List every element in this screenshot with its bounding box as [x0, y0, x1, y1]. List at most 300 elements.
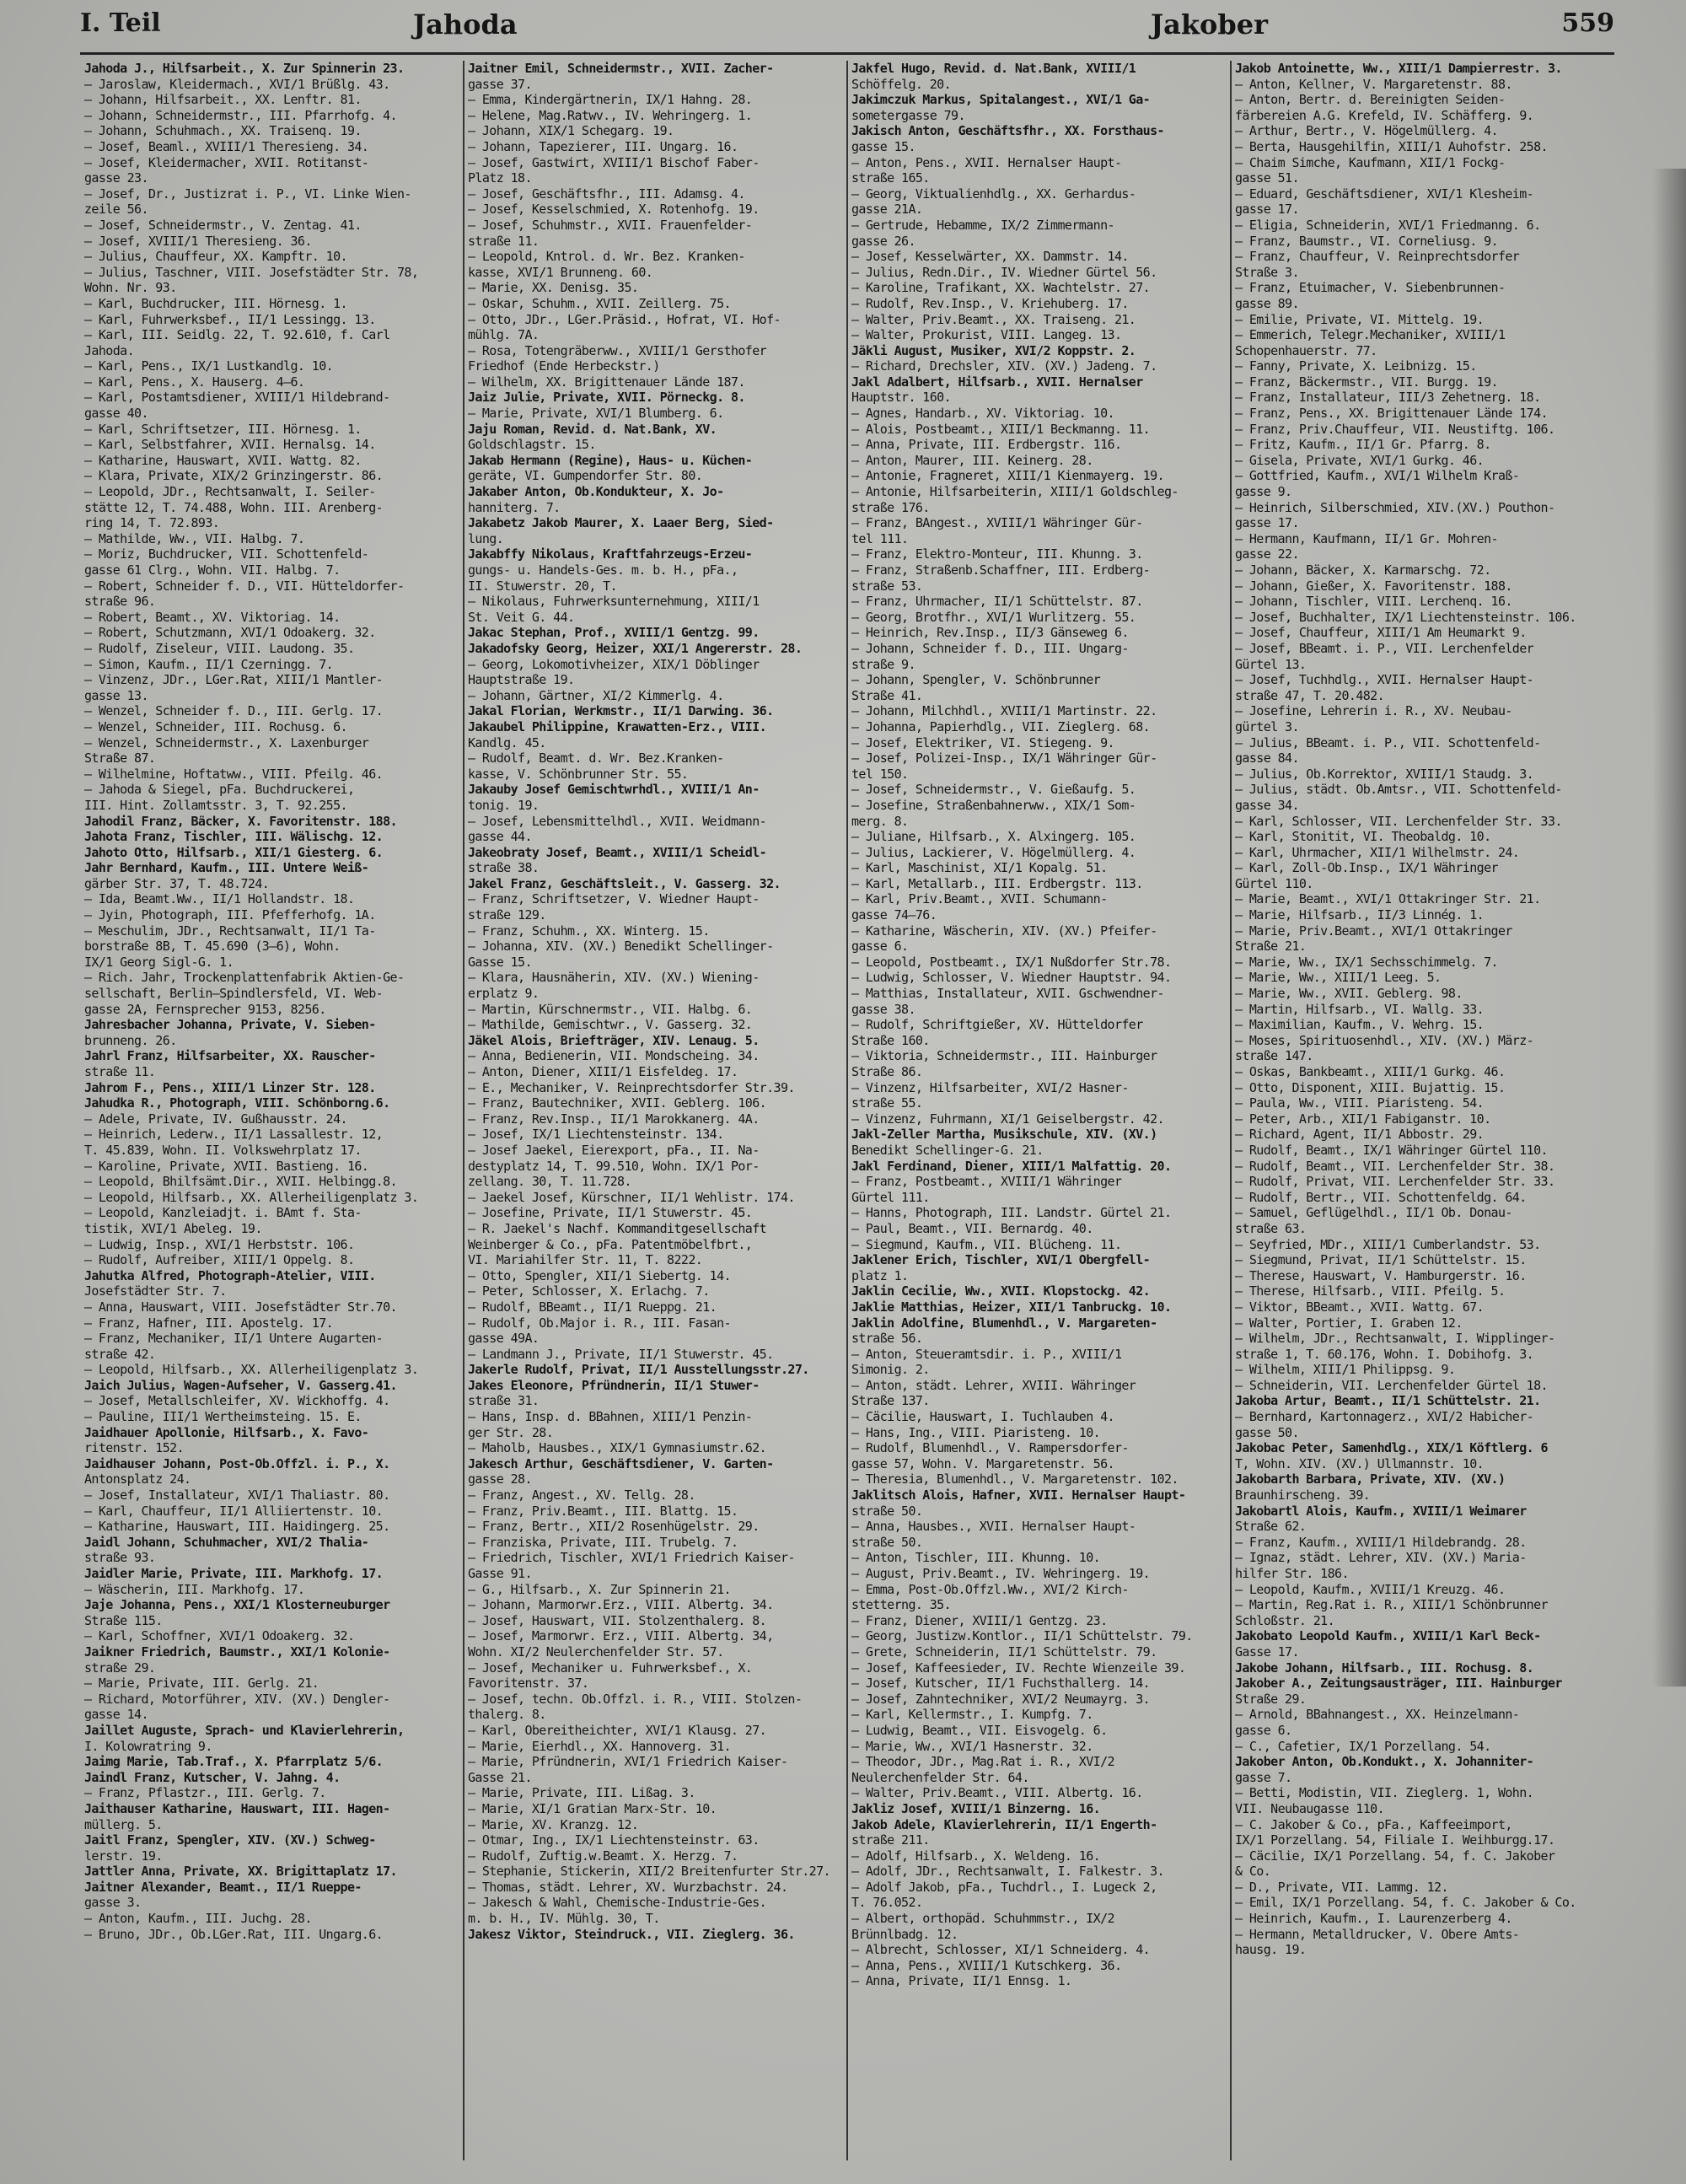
directory-entry: Jaklie Matthias, Heizer, XII/1 Tanbruckg. 10.	[851, 1299, 1172, 1315]
directory-entry: Gürtel 13.	[1235, 656, 1307, 672]
directory-entry: Jaitner Emil, Schneidermstr., XVII. Zacher-	[468, 61, 774, 76]
directory-entry: — Bruno, JDr., Ob.LGer.Rat, III. Ungarg.6.	[84, 1926, 384, 1942]
directory-entry: Jakliz Josef, XVIII/1 Binzerng. 16.	[851, 1800, 1101, 1816]
directory-entry: gasse 26.	[851, 233, 915, 249]
directory-entry: — Heinrich, Lederw., II/1 Lassallestr. 12,	[84, 1127, 384, 1143]
directory-entry: Friedhof (Ende Herbeckstr.)	[468, 358, 660, 374]
directory-entry: Jaindl Franz, Kutscher, V. Jahng. 4.	[84, 1769, 341, 1785]
directory-entry: — Josef, Buchhalter, IX/1 Liechtensteinstr. 106.	[1235, 609, 1576, 625]
directory-entry: platz 1.	[851, 1267, 909, 1283]
directory-entry: — Josefine, Straßenbahnerww., XIX/1 Som-	[851, 797, 1136, 813]
directory-entry: — Hans, Ing., VIII. Piaristeng. 10.	[851, 1424, 1101, 1440]
directory-entry: — Franz, Priv.Chauffeur, VII. Neustiftg. 106.	[1235, 421, 1555, 437]
directory-entry: Jaklin Cecilie, Ww., XVII. Klopstockg. 42.	[851, 1283, 1151, 1299]
directory-entry: — Rich. Jahr, Trockenplattenfabrik Aktien-Ge-	[84, 970, 405, 986]
directory-entry: — Marie, Beamt., XVI/1 Ottakringer Str. 21.	[1235, 891, 1541, 907]
directory-entry: Straße 29.	[1235, 1691, 1307, 1707]
directory-entry: — Josef, Kesselschmied, X. Rotenhofg. 19.	[468, 202, 760, 218]
directory-entry: — Walter, Portier, I. Graben 12.	[1235, 1315, 1463, 1331]
directory-entry: — Anton, Pens., XVII. Hernalser Haupt-	[851, 154, 1122, 170]
directory-entry: straße 50.	[851, 1503, 923, 1519]
directory-entry: straße 53.	[851, 578, 923, 594]
directory-entry: — Vinzenz, Hilfsarbeiter, XVI/2 Hasner-	[851, 1079, 1129, 1095]
directory-entry: Jaidl Johann, Schuhmacher, XVI/2 Thalia-	[84, 1534, 369, 1550]
directory-entry: — Johanna, Papierhdlg., VII. Zieglerg. 68.	[851, 718, 1151, 734]
directory-entry: Jakaber Anton, Ob.Kondukteur, X. Jo-	[468, 484, 724, 500]
directory-entry: — Jaroslaw, Kleidermach., XVI/1 Brüßlg. 43.	[84, 76, 390, 92]
directory-entry: — Julius, Redn.Dir., IV. Wiedner Gürtel 56.	[851, 264, 1157, 280]
directory-entry: — Julius, BBeamt. i. P., VII. Schottenfeld-	[1235, 734, 1541, 750]
directory-entry: Weinberger & Co., pFa. Patentmöbelfbrt.,	[468, 1236, 753, 1252]
directory-entry: Jakober Anton, Ob.Kondukt., X. Johanniter-	[1235, 1754, 1534, 1770]
directory-entry: — Johann, Spengler, V. Schönbrunner	[851, 672, 1101, 688]
directory-entry: straße 129.	[468, 907, 546, 923]
directory-entry: gasse 6.	[1235, 1722, 1292, 1738]
directory-entry: — Karl, Chauffeur, II/1 Alliiertenstr. 10.	[84, 1503, 384, 1519]
directory-entry: — Karl, Obereitheichter, XVI/1 Klausg. 27.	[468, 1722, 767, 1738]
directory-entry: — Richard, Drechsler, XIV. (XV.) Jadeng. 7.	[851, 358, 1157, 374]
directory-entry: gasse 14.	[84, 1707, 148, 1723]
directory-entry: kasse, XVI/1 Brunneng. 60.	[468, 264, 653, 280]
directory-entry: — Robert, Beamt., XV. Viktoriag. 14.	[84, 609, 341, 625]
directory-entry: — Johann, Marmorwr.Erz., VIII. Albertg. 34.	[468, 1597, 774, 1613]
directory-entry: Jaikner Friedrich, Baumstr., XXI/1 Kolonie-	[84, 1643, 390, 1660]
directory-entry: — Josef, Lebensmittelhdl., XVII. Weidmann-	[468, 813, 767, 829]
directory-entry: Jahoto Otto, Hilfsarb., XII/1 Giesterg. 6.	[84, 844, 384, 860]
directory-entry: thalerg. 8.	[468, 1707, 546, 1723]
directory-entry: Straße 62.	[1235, 1519, 1307, 1535]
directory-entry: — Robert, Schutzmann, XVI/1 Odoakerg. 32.	[84, 625, 376, 641]
directory-entry: — Rudolf, Privat, VII. Lerchenfelder Str. 33.	[1235, 1174, 1555, 1190]
directory-entry: zellang. 30, T. 11.728.	[468, 1174, 631, 1190]
directory-entry: gasse 6.	[851, 939, 909, 955]
directory-entry: — Josef, Gastwirt, XVIII/1 Bischof Faber-	[468, 154, 760, 170]
directory-entry: — Marie, XV. Kranzg. 12.	[468, 1816, 639, 1832]
directory-entry: — Josef, Mechaniker u. Fuhrwerksbef., X.	[468, 1660, 753, 1676]
directory-entry: — Adele, Private, IV. Gußhausstr. 24.	[84, 1111, 347, 1127]
directory-entry: — Johann, Bäcker, X. Karmarschg. 72.	[1235, 562, 1491, 578]
directory-entry: — Emilie, Private, VI. Mittelg. 19.	[1235, 311, 1485, 327]
directory-entry: — Betti, Modistin, VII. Zieglerg. 1, Wohn.	[1235, 1785, 1534, 1801]
directory-entry: — Julius, städt. Ob.Amtsr., VII. Schottenfeld-	[1235, 782, 1562, 798]
directory-entry: Jakaubel Philippine, Krawatten-Erz., VIII.	[468, 718, 767, 734]
directory-entry: — Marie, Hilfsarb., II/3 Linnég. 1.	[1235, 907, 1485, 923]
directory-entry: — Eduard, Geschäftsdiener, XVI/1 Klesheim-	[1235, 186, 1534, 202]
directory-entry: — Josef Jaekel, Eierexport, pFa., II. Na-	[468, 1142, 760, 1158]
directory-entry: — Franz, Pflastzr., III. Gerlg. 7.	[84, 1785, 326, 1801]
directory-entry: — Walter, Prokurist, VIII. Langeg. 13.	[851, 327, 1122, 343]
directory-entry: — Oskar, Schuhm., XVII. Zeillerg. 75.	[468, 295, 731, 311]
directory-entry: straße 50.	[851, 1534, 923, 1550]
directory-entry: — Moriz, Buchdrucker, VII. Schottenfeld-	[84, 546, 369, 562]
directory-entry: — Siegmund, Privat, II/1 Schüttelstr. 15.	[1235, 1252, 1527, 1268]
directory-entry: tel 111.	[851, 530, 909, 546]
directory-entry: — Eligia, Schneiderin, XVI/1 Friedmanng. 6.	[1235, 217, 1541, 233]
directory-entry: — Rudolf, Zuftig.w.Beamt. X. Herzg. 7.	[468, 1848, 738, 1864]
directory-entry: Jahrom F., Pens., XIII/1 Linzer Str. 128.	[84, 1079, 376, 1095]
directory-entry: — Viktor, BBeamt., XVII. Wattg. 67.	[1235, 1299, 1485, 1315]
directory-entry: Jaitner Alexander, Beamt., II/1 Rueppe-	[84, 1879, 362, 1895]
directory-entry: Jakobartl Alois, Kaufm., XVIII/1 Weimarer	[1235, 1503, 1527, 1519]
directory-entry: — Albrecht, Schlosser, XI/1 Schneiderg. 4.	[851, 1942, 1151, 1958]
directory-entry: — Rudolf, Blumenhdl., V. Rampersdorfer-	[851, 1440, 1129, 1456]
directory-entry: — Franz, Schriftsetzer, V. Wiedner Haupt-	[468, 891, 760, 907]
directory-entry: III. Hint. Zollamtsstr. 3, T. 92.255.	[84, 797, 347, 813]
directory-entry: borstraße 8B, T. 45.690 (3—6), Wohn.	[84, 939, 341, 955]
column-1	[84, 61, 459, 2169]
directory-entry: — Georg, Brotfhr., XVI/1 Wurlitzerg. 55.	[851, 609, 1136, 625]
directory-entry: — Marie, Ww., XVII. Geblerg. 98.	[1235, 986, 1463, 1002]
directory-entry: — Oskas, Bankbeamt., XIII/1 Gurkg. 46.	[1235, 1064, 1506, 1079]
directory-entry: Jattler Anna, Private, XX. Brigittaplatz 17.	[84, 1864, 397, 1880]
directory-entry: — Rudolf, Bertr., VII. Schottenfeldg. 64.	[1235, 1189, 1527, 1205]
directory-entry: T. 76.052.	[851, 1895, 923, 1911]
directory-entry: m. b. H., IV. Mühlg. 30, T.	[468, 1911, 660, 1927]
directory-entry: — Franz, Mechaniker, II/1 Untere Augarten-	[84, 1331, 384, 1347]
directory-entry: Goldschlagstr. 15.	[468, 437, 596, 453]
directory-entry: — Albert, orthopäd. Schuhmmstr., IX/2	[851, 1911, 1114, 1927]
directory-entry: — Franz, Chauffeur, V. Reinprechtsdorfer	[1235, 249, 1520, 265]
directory-entry: gungs- u. Handels-Ges. m. b. H., pFa.,	[468, 562, 738, 578]
directory-entry: — Anton, Kaufm., III. Juchg. 28.	[84, 1911, 312, 1927]
directory-entry: — Franz, Hafner, III. Apostelg. 17.	[84, 1315, 334, 1331]
directory-entry: — Martin, Kürschnermstr., VII. Halbg. 6.	[468, 1001, 753, 1017]
directory-entry: Jaidler Marie, Private, III. Markhofg. 17.	[84, 1566, 384, 1581]
directory-entry: — Friedrich, Tischler, XVI/1 Friedrich Kaiser-	[468, 1550, 795, 1566]
directory-entry: — Karl, Fuhrwerksbef., II/1 Lessingg. 13.	[84, 311, 376, 327]
directory-entry: tistik, XVI/1 Abeleg. 19.	[84, 1220, 262, 1236]
directory-entry: — Franz, Bäckermstr., VII. Burgg. 19.	[1235, 374, 1498, 390]
page-number: 559	[1561, 8, 1614, 38]
directory-entry: — Franziska, Private, III. Trubelg. 7.	[468, 1534, 738, 1550]
directory-entry: — Mathilde, Gemischtwr., V. Gasserg. 32.	[468, 1017, 753, 1033]
directory-entry: — August, Priv.Beamt., IV. Wehringerg. 19.	[851, 1566, 1151, 1581]
directory-entry: — Rudolf, Rev.Insp., V. Kriehuberg. 17.	[851, 295, 1129, 311]
directory-entry: — Maximilian, Kaufm., V. Wehrg. 15.	[1235, 1017, 1485, 1033]
directory-entry: Jaidhauser Johann, Post-Ob.Offzl. i. P., X.	[84, 1455, 390, 1471]
directory-entry: — Franz, Kaufm., XVIII/1 Hildebrandg. 28.	[1235, 1534, 1527, 1550]
directory-entry: — Franz, Bertr., XII/2 Rosenhügelstr. 29.	[468, 1519, 760, 1535]
directory-entry: kasse, V. Schönbrunner Str. 55.	[468, 766, 689, 782]
directory-entry: Brünnlbadg. 12.	[851, 1926, 958, 1942]
directory-entry: — Thomas, städt. Lehrer, XV. Wurzbachstr. 24.	[468, 1879, 788, 1895]
header-rule	[80, 52, 1614, 55]
directory-entry: straße 38.	[468, 860, 540, 876]
directory-entry: — Samuel, Geflügelhdl., II/1 Ob. Donau-	[1235, 1205, 1512, 1221]
directory-entry: — Jaekel Josef, Kürschner, II/1 Wehlistr. 174.	[468, 1189, 795, 1205]
directory-entry: Jakisch Anton, Geschäftsfhr., XX. Forsthaus-	[851, 123, 1164, 139]
directory-entry: hanniterg. 7.	[468, 499, 561, 515]
directory-entry: — Marie, Ww., IX/1 Sechsschimmelg. 7.	[1235, 954, 1498, 970]
directory-entry: Benedikt Schellinger-G. 21.	[851, 1142, 1044, 1158]
directory-entry: — Karl, Uhrmacher, XII/1 Wilhelmstr. 24.	[1235, 844, 1520, 860]
directory-entry: — Karl, Priv.Beamt., XVII. Schumann-	[851, 891, 1108, 907]
directory-entry: — Julius, Lackierer, V. Högelmüllerg. 4.	[851, 844, 1136, 860]
column-3	[851, 61, 1227, 2169]
directory-entry: — Anna, Private, II/1 Ennsg. 1.	[851, 1973, 1072, 1989]
scan-edge-shadow	[1652, 169, 1686, 1686]
directory-entry: — Karl, Schoffner, XVI/1 Odoakerg. 32.	[84, 1628, 355, 1644]
directory-entry: — Marie, Private, III. Lißag. 3.	[468, 1785, 695, 1801]
directory-entry: Wohn. Nr. 93.	[84, 280, 177, 296]
directory-entry: Gasse 91.	[468, 1566, 532, 1581]
directory-entry: — Anna, Pens., XVIII/1 Kutschkerg. 36.	[851, 1957, 1122, 1973]
directory-entry: Jaich Julius, Wagen-Aufseher, V. Gasserg.41.	[84, 1377, 397, 1393]
directory-entry: Antonsplatz 24.	[84, 1471, 191, 1487]
directory-entry: ger Str. 28.	[468, 1424, 554, 1440]
directory-entry: gasse 51.	[1235, 170, 1299, 186]
directory-entry: — Marie, Pfründnerin, XVI/1 Friedrich Kaiser-	[468, 1754, 788, 1770]
directory-entry: Jakfel Hugo, Revid. d. Nat.Bank, XVIII/1	[851, 61, 1136, 76]
directory-entry: straße 29.	[84, 1660, 156, 1676]
directory-entry: — Josef, Polizei-Insp., IX/1 Währinger Gür-	[851, 750, 1157, 767]
directory-entry: Jakobato Leopold Kaufm., XVIII/1 Karl Beck-	[1235, 1628, 1541, 1644]
directory-entry: straße 1, T. 60.176, Wohn. I. Dobihofg. 3.	[1235, 1346, 1534, 1362]
directory-entry: Gürtel 111.	[851, 1189, 930, 1205]
directory-entry: — Agnes, Handarb., XV. Viktoriag. 10.	[851, 406, 1114, 422]
directory-entry: — Anton, städt. Lehrer, XVIII. Währinger	[851, 1377, 1136, 1393]
directory-entry: — Otto, Disponent, XIII. Bujattig. 15.	[1235, 1079, 1506, 1095]
directory-entry: — Wilhelm, XX. Brigittenauer Lände 187.	[468, 374, 745, 390]
directory-entry: — Ida, Beamt.Ww., II/1 Hollandstr. 18.	[84, 891, 355, 907]
directory-entry: Jahodil Franz, Bäcker, X. Favoritenstr. 188.	[84, 813, 397, 829]
directory-entry: — Anton, Kellner, V. Margaretenstr. 88.	[1235, 76, 1512, 92]
directory-entry: — Franz, Installateur, III/3 Zehetnerg. 18.	[1235, 390, 1541, 406]
directory-entry: — Rudolf, Beamt. d. Wr. Bez.Kranken-	[468, 750, 724, 767]
directory-entry: müllerg. 5.	[84, 1816, 163, 1832]
directory-entry: — Rudolf, Ob.Major i. R., III. Fasan-	[468, 1315, 731, 1331]
directory-entry: Jakl Ferdinand, Diener, XIII/1 Malfattig. 20.	[851, 1158, 1172, 1174]
directory-entry: — Franz, Etuimacher, V. Siebenbrunnen-	[1235, 280, 1506, 296]
directory-entry: straße 147.	[1235, 1048, 1313, 1064]
directory-entry: Jakac Stephan, Prof., XVIII/1 Gentzg. 99.	[468, 625, 760, 641]
directory-entry: Jahudka R., Photograph, VIII. Schönborng.6.	[84, 1095, 390, 1111]
directory-entry: Neulerchenfelder Str. 64.	[851, 1769, 1029, 1785]
directory-entry: T, Wohn. XIV. (XV.) Ullmannstr. 10.	[1235, 1455, 1485, 1471]
directory-entry: — Georg, Lokomotivheizer, XIX/1 Döblinger	[468, 656, 760, 672]
directory-entry: — Johann, Schneider f. D., III. Ungarg-	[851, 640, 1129, 656]
directory-entry: — Pauline, III/1 Wertheimsteing. 15. E.	[84, 1409, 362, 1425]
directory-entry: — Leopold, Hilfsarb., XX. Allerheiligenplatz 3.	[84, 1362, 419, 1378]
directory-entry: Jakab Hermann (Regine), Haus- u. Küchen-	[468, 452, 753, 468]
directory-entry: — Karl, Zoll-Ob.Insp., IX/1 Währinger	[1235, 860, 1498, 876]
directory-entry: — Marie, XX. Denisg. 35.	[468, 280, 639, 296]
directory-entry: zeile 56.	[84, 202, 148, 218]
directory-entry: destyplatz 14, T. 99.510, Wohn. IX/1 Por-	[468, 1158, 760, 1174]
directory-entry: — Anton, Steueramtsdir. i. P., XVIII/1	[851, 1346, 1122, 1362]
directory-entry: — Marie, Ww., XIII/1 Leeg. 5.	[1235, 970, 1442, 986]
directory-entry: Kandlg. 45.	[468, 734, 546, 750]
directory-entry: — E., Mechaniker, V. Reinprechtsdorfer Str.39.	[468, 1079, 795, 1095]
directory-entry: — Julius, Chauffeur, XX. Kampftr. 10.	[84, 249, 347, 265]
directory-entry: straße 165.	[851, 170, 930, 186]
directory-entry: — Wilhelm, JDr., Rechtsanwalt, I. Wipplinger-	[1235, 1331, 1555, 1347]
directory-entry: Schloßstr. 21.	[1235, 1612, 1335, 1628]
directory-entry: — Josef, Beaml., XVIII/1 Theresieng. 34.	[84, 138, 369, 154]
directory-entry: gasse 84.	[1235, 750, 1299, 767]
directory-entry: gasse 57, Wohn. V. Margaretenstr. 56.	[851, 1455, 1114, 1471]
directory-entry: gasse 9.	[1235, 484, 1292, 500]
directory-entry: — Jakesch & Wahl, Chemische-Industrie-Ges.	[468, 1895, 767, 1911]
directory-entry: — Johann, Schneidermstr., III. Pfarrhofg. 4.	[84, 107, 397, 123]
directory-entry: — Josef, Hauswart, VII. Stolzenthalerg. 8.	[468, 1612, 767, 1628]
directory-entry: Jakobe Johann, Hilfsarb., III. Rochusg. 8.	[1235, 1660, 1534, 1676]
directory-entry: Simonig. 2.	[851, 1362, 930, 1378]
directory-entry: straße 63.	[1235, 1220, 1307, 1236]
directory-entry: — Heinrich, Kaufm., I. Laurenzerberg 4.	[1235, 1911, 1512, 1927]
directory-entry: — Bernhard, Kartonnagerz., XVI/2 Habicher-	[1235, 1409, 1534, 1425]
directory-entry: gasse 44.	[468, 829, 532, 845]
directory-entry: — Josef, Tuchhdlg., XVII. Hernalser Haupt-	[1235, 672, 1534, 688]
directory-entry: — Ignaz, städt. Lehrer, XIV. (XV.) Maria-	[1235, 1550, 1527, 1566]
directory-entry: — Adolf Jakob, pFa., Tuchdrl., I. Lugeck 2,	[851, 1879, 1157, 1895]
directory-entry: — Peter, Arb., XII/1 Fabiganstr. 10.	[1235, 1111, 1491, 1127]
directory-entry: — Franz, Pens., XX. Brigittenauer Lände 174.	[1235, 406, 1548, 422]
directory-entry: — Grete, Schneiderin, II/1 Schüttelstr. 79.	[851, 1643, 1157, 1660]
directory-entry: gasse 61 Clrg., Wohn. VII. Halbg. 7.	[84, 562, 341, 578]
directory-entry: gasse 37.	[468, 76, 532, 92]
directory-entry: — Maholb, Hausbes., XIX/1 Gymnasiumstr.62.	[468, 1440, 767, 1456]
directory-entry: II. Stuwerstr. 20, T.	[468, 578, 618, 594]
directory-entry: — Antonie, Hilfsarbeiterin, XIII/1 Goldschleg-	[851, 484, 1179, 500]
directory-entry: gasse 21A.	[851, 202, 923, 218]
directory-entry: — Vinzenz, Fuhrmann, XI/1 Geiselbergstr. 42.	[851, 1111, 1164, 1127]
directory-entry: — Simon, Kaufm., II/1 Czerningg. 7.	[84, 656, 334, 672]
directory-entry: Jakobarth Barbara, Private, XIV. (XV.)	[1235, 1471, 1506, 1487]
directory-entry: straße 176.	[851, 499, 930, 515]
directory-entry: — Alois, Postbeamt., XIII/1 Beckmanng. 11.	[851, 421, 1151, 437]
directory-entry: — Hermann, Kaufmann, II/1 Gr. Mohren-	[1235, 530, 1498, 546]
directory-entry: — Marie, Eierhdl., XX. Hannoverg. 31.	[468, 1738, 731, 1754]
directory-entry: — Meschulim, JDr., Rechtsanwalt, II/1 Ta-	[84, 923, 376, 939]
directory-entry: Jakeobraty Josef, Beamt., XVIII/1 Scheidl-	[468, 844, 767, 860]
directory-entry: Schopenhauerstr. 77.	[1235, 342, 1377, 358]
directory-entry: IX/1 Porzellang. 54, Filiale I. Weihburgg.17.	[1235, 1832, 1555, 1848]
directory-entry: — Johann, Gärtner, XI/2 Kimmerlg. 4.	[468, 687, 724, 703]
directory-entry: Straße 137.	[851, 1393, 930, 1409]
directory-entry: straße 211.	[851, 1832, 930, 1848]
directory-entry: — Josef, Geschäftsfhr., III. Adamsg. 4.	[468, 186, 745, 202]
directory-entry: Schöffelg. 20.	[851, 76, 952, 92]
directory-entry: Jahota Franz, Tischler, III. Wälischg. 12.	[84, 829, 384, 845]
directory-entry: — Peter, Schlosser, X. Erlachg. 7.	[468, 1283, 710, 1299]
directory-entry: Jaklener Erich, Tischler, XVI/1 Obergfell-	[851, 1252, 1151, 1268]
directory-entry: — Franz, Postbeamt., XVIII/1 Währinger	[851, 1174, 1122, 1190]
directory-entry: — Rudolf, Beamt., VII. Lerchenfelder Str. 38.	[1235, 1158, 1555, 1174]
directory-entry: — Karoline, Trafikant, XX. Wachtelstr. 27.	[851, 280, 1151, 296]
directory-entry: — Chaim Simche, Kaufmann, XII/1 Fockg-	[1235, 154, 1506, 170]
directory-entry: Gasse 17.	[1235, 1643, 1299, 1660]
directory-entry: Jahoda J., Hilfsarbeit., X. Zur Spinnerin 23.	[84, 61, 405, 76]
directory-entry: — Theresia, Blumenhdl., V. Margaretenstr. 102.	[851, 1471, 1179, 1487]
directory-entry: Jahresbacher Johanna, Private, V. Sieben-	[84, 1017, 376, 1033]
directory-entry: Jakl-Zeller Martha, Musikschule, XIV. (XV.)	[851, 1127, 1157, 1143]
directory-entry: — Julius, Ob.Korrektor, XVIII/1 Staudg. 3.	[1235, 766, 1534, 782]
directory-entry: — Johanna, XIV. (XV.) Benedikt Schellinger-	[468, 939, 774, 955]
directory-entry: — Marie, Priv.Beamt., XVI/1 Ottakringer	[1235, 923, 1512, 939]
directory-entry: ring 14, T. 72.893.	[84, 515, 220, 531]
directory-entry: — Otmar, Ing., IX/1 Liechtensteinstr. 63.	[468, 1832, 760, 1848]
directory-entry: — Walter, Priv.Beamt., VIII. Albertg. 16.	[851, 1785, 1143, 1801]
directory-entry: Straße 41.	[851, 687, 923, 703]
directory-entry: — Leopold, Kanzleiadjt. i. BAmt f. Sta-	[84, 1205, 362, 1221]
directory-entry: — Juliane, Hilfsarb., X. Alxingerg. 105.	[851, 829, 1136, 845]
directory-entry: — Emma, Kindergärtnerin, IX/1 Hahng. 28.	[468, 92, 753, 108]
directory-entry: — Karl, Selbstfahrer, XVII. Hernalsg. 14.	[84, 437, 376, 453]
directory-entry: gasse 23.	[84, 170, 148, 186]
directory-entry: — Siegmund, Kaufm., VII. Blücheng. 11.	[851, 1236, 1122, 1252]
directory-entry: Gürtel 110.	[1235, 875, 1313, 891]
directory-entry: Hauptstr. 160.	[851, 390, 952, 406]
part-label: I. Teil	[80, 8, 161, 38]
directory-entry: — D., Private, VII. Lammg. 12.	[1235, 1879, 1448, 1895]
directory-entry: Jaklitsch Alois, Hafner, XVII. Hernalser Haupt-	[851, 1487, 1186, 1504]
directory-entry: gasse 2A, Fernsprecher 9153, 8256.	[84, 1001, 326, 1017]
directory-entry: — Leopold, JDr., Rechtsanwalt, I. Seiler-	[84, 484, 376, 500]
directory-entry: — Arnold, BBahnangest., XX. Heinzelmann-	[1235, 1707, 1520, 1723]
directory-entry: T. 45.839, Wohn. II. Volkswehrplatz 17.	[84, 1142, 362, 1158]
directory-entry: Straße 3.	[1235, 264, 1299, 280]
directory-entry: straße 96.	[84, 594, 156, 610]
directory-entry: — Karl, Schriftsetzer, III. Hörnesg. 1.	[84, 421, 362, 437]
directory-entry: — Johann, Hilfsarbeit., XX. Lenftr. 81.	[84, 92, 362, 108]
directory-entry: — Johann, XIX/1 Schegarg. 19.	[468, 123, 674, 139]
directory-entry: & Co.	[1235, 1864, 1271, 1880]
directory-entry: — Richard, Agent, II/1 Abbostr. 29.	[1235, 1127, 1485, 1143]
directory-entry: — Fanny, Private, X. Leibnizg. 15.	[1235, 358, 1477, 374]
directory-entry: — Leopold, Kaufm., XVIII/1 Kreuzg. 46.	[1235, 1581, 1506, 1597]
directory-entry: gasse 28.	[468, 1471, 532, 1487]
directory-entry: — Therese, Hilfsarb., VIII. Pfeilg. 5.	[1235, 1283, 1506, 1299]
directory-entry: — Franz, Rev.Insp., II/1 Marokkanerg. 4A.	[468, 1111, 760, 1127]
directory-entry: — Franz, Angest., XV. Tellg. 28.	[468, 1487, 695, 1504]
directory-entry: — Franz, Priv.Beamt., III. Blattg. 15.	[468, 1503, 738, 1519]
directory-entry: — Josef, Kaffeesieder, IV. Rechte Wienzeile 39.	[851, 1660, 1186, 1676]
directory-entry: — Josef, IX/1 Liechtensteinstr. 134.	[468, 1127, 724, 1143]
directory-entry: — Gisela, Private, XVI/1 Gurkg. 46.	[1235, 452, 1485, 468]
directory-entry: — Moses, Spirituosenhdl., XIV. (XV.) März-	[1235, 1032, 1534, 1048]
directory-entry: — Karl, Postamtsdiener, XVIII/1 Hildebrand-	[84, 390, 390, 406]
directory-entry: — Franz, Schuhm., XX. Winterg. 15.	[468, 923, 710, 939]
directory-entry: — R. Jaekel's Nachf. Kommanditgesellschaft	[468, 1220, 767, 1236]
directory-entry: Jaju Roman, Revid. d. Nat.Bank, XV.	[468, 421, 717, 437]
directory-entry: — Rudolf, Ziseleur, VIII. Laudong. 35.	[84, 640, 355, 656]
directory-entry: — Johann, Milchhdl., XVIII/1 Martinstr. 22.	[851, 703, 1157, 719]
directory-entry: gasse 22.	[1235, 546, 1299, 562]
directory-entry: gasse 3.	[84, 1895, 142, 1911]
directory-entry: geräte, VI. Gumpendorfer Str. 80.	[468, 468, 703, 484]
directory-entry: — Rudolf, BBeamt., II/1 Rueppg. 21.	[468, 1299, 717, 1315]
directory-entry: gasse 7.	[1235, 1769, 1292, 1785]
directory-entry: — Julius, Taschner, VIII. Josefstädter Str. 78,	[84, 264, 419, 280]
directory-entry: — Josef, Kleidermacher, XVII. Rotitanst-	[84, 154, 369, 170]
directory-entry: Straße 160.	[851, 1032, 930, 1048]
directory-entry: — Landmann J., Private, II/1 Stuwerstr. 45.	[468, 1346, 774, 1362]
directory-entry: Favoritenstr. 37.	[468, 1676, 589, 1692]
directory-entry: — Vinzenz, JDr., LGer.Rat, XIII/1 Mantler-	[84, 672, 384, 688]
directory-entry: — Hans, Insp. d. BBahnen, XIII/1 Penzin-	[468, 1409, 753, 1425]
directory-entry: Braunhirscheng. 39.	[1235, 1487, 1371, 1504]
directory-entry: Wohn. XI/2 Neulerchenfelder Str. 57.	[468, 1643, 724, 1660]
directory-entry: — Jahoda & Siegel, pFa. Buchdruckerei,	[84, 782, 355, 798]
directory-entry: sometergasse 79.	[851, 107, 965, 123]
directory-entry: — Josef, Schneidermstr., V. Zentag. 41.	[84, 217, 362, 233]
directory-entry: — Klara, Hausnäherin, XIV. (XV.) Wiening-	[468, 970, 760, 986]
directory-entry: — Anton, Maurer, III. Keinerg. 28.	[851, 452, 1093, 468]
directory-entry: — Katharine, Hauswart, III. Haidingerg. 25.	[84, 1519, 390, 1535]
directory-entry: — Josef, Schneidermstr., V. Gießaufg. 5.	[851, 782, 1136, 798]
directory-entry: — Emmerich, Telegr.Mechaniker, XVIII/1	[1235, 327, 1506, 343]
